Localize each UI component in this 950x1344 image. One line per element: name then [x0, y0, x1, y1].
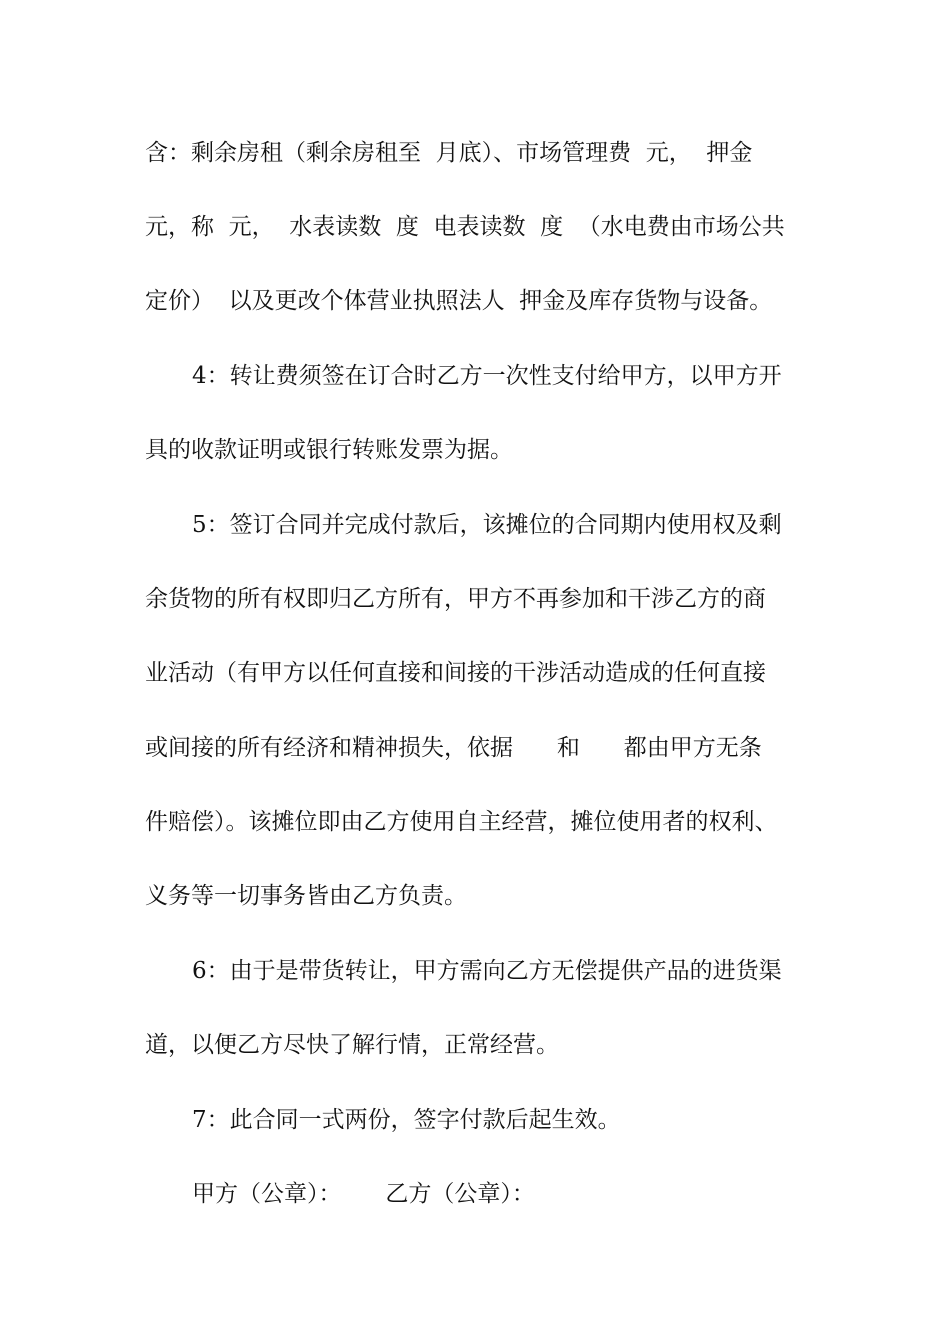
clause-5-line: 5：签订合同并完成付款后，该摊位的合同期内使用权及剩 — [192, 512, 782, 538]
clause-7-line: 7：此合同一式两份，签字付款后起生效。 — [192, 1107, 621, 1133]
text-line: 余货物的所有权即归乙方所有，甲方不再参加和干涉乙方的商 — [145, 586, 766, 612]
text-line: 定价） 以及更改个体营业执照法人 押金及库存货物与设备。 — [145, 288, 773, 314]
text-line: 或间接的所有经济和精神损失，依据 和 都由甲方无条 — [145, 735, 762, 761]
signature-line: 甲方（公章）： 乙方（公章）： — [192, 1181, 535, 1207]
text-line: 元，称 元， 水表读数 度 电表读数 度 （水电费由市场公共 — [145, 214, 785, 240]
clause-6-line: 6：由于是带货转让，甲方需向乙方无偿提供产品的进货渠 — [192, 958, 782, 984]
text-line: 含：剩余房租（剩余房租至 月底）、市场管理费 元， 押金 — [145, 140, 753, 166]
text-line: 业活动（有甲方以任何直接和间接的干涉活动造成的任何直接 — [145, 660, 766, 686]
text-line: 义务等一切事务皆由乙方负责。 — [145, 883, 467, 909]
text-line: 件赔偿）。该摊位即由乙方使用自主经营，摊位使用者的权利、 — [145, 809, 778, 835]
clause-4-line: 4：转让费须签在订合时乙方一次性支付给甲方，以甲方开 — [192, 363, 782, 389]
text-line: 道，以便乙方尽快了解行情，正常经营。 — [145, 1032, 559, 1058]
text-line: 具的收款证明或银行转账发票为据。 — [145, 437, 513, 463]
